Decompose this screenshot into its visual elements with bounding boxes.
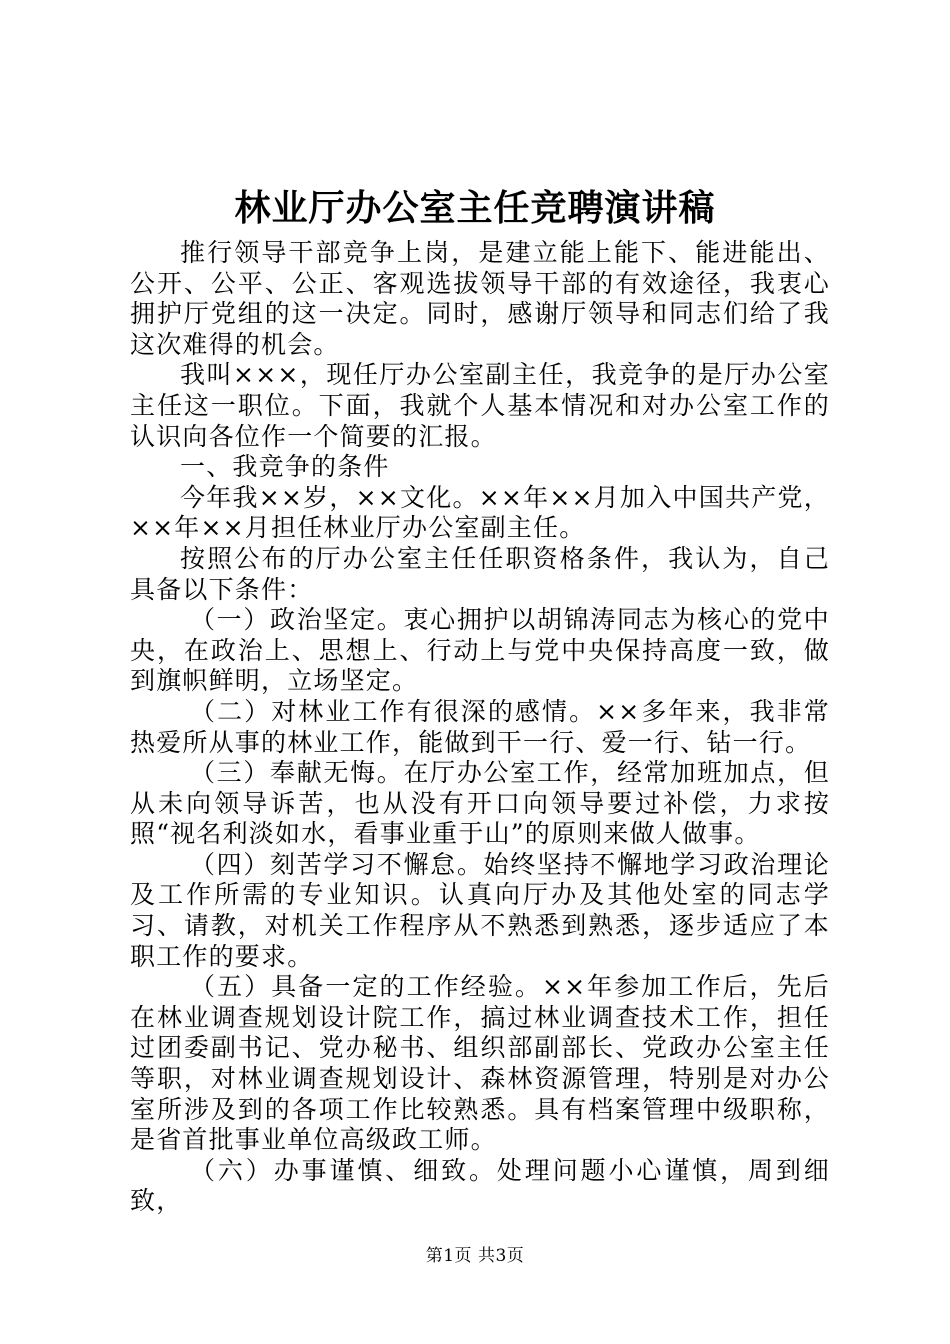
paragraph-intro: 推行领导干部竞争上岗，是建立能上能下、能进能出、公开、公平、公正、客观选拔领导干部的有效途径，我衷心拥护厅党组的这一决定。同时，感谢厅领导和同志们给了我这次难得的机会。: [130, 238, 830, 359]
paragraph-qualifications-intro: 按照公布的厅办公室主任任职资格条件，我认为，自己具备以下条件：: [130, 543, 830, 604]
paragraph-condition-1: （一）政治坚定。衷心拥护以胡锦涛同志为核心的党中央，在政治上、思想上、行动上与党中央保持高度一致，做到旗帜鲜明，立场坚定。: [130, 605, 830, 696]
section-heading-conditions: 一、我竞争的条件: [180, 452, 390, 482]
paragraph-condition-4: （四）刻苦学习不懈怠。始终坚持不懈地学习政治理论及工作所需的专业知识。认真向厅办及其他处室的同志学习、请教，对机关工作程序从不熟悉到熟悉，逐步适应了本职工作的要求。: [130, 849, 830, 971]
paragraph-condition-3: （三）奉献无悔。在厅办公室工作，经常加班加点，但从未向领导诉苦，也从没有开口向领导要过补偿，力求按照“视名利淡如水，看事业重于山”的原则来做人做事。: [130, 758, 830, 849]
document-title: 林业厅办公室主任竞聘演讲稿: [234, 187, 716, 229]
document-body: [130, 238, 830, 1217]
paragraph-condition-2: （二）对林业工作有很深的感情。××多年来，我非常热爱所从事的林业工作，能做到干一行、爱一行、钻一行。: [130, 696, 830, 757]
paragraph-self-introduction: 我叫×××，现任厅办公室副主任，我竞争的是厅办公室主任这一职位。下面，我就个人基本情况和对办公室工作的认识向各位作一个简要的汇报。: [130, 360, 830, 451]
paragraph-condition-6: （六）办事谨慎、细致。处理问题小心谨慎，周到细致，: [130, 1155, 830, 1216]
page-footer: 第1页 共3页: [425, 1246, 525, 1266]
paragraph-condition-5: （五）具备一定的工作经验。××年参加工作后，先后在林业调查规划设计院工作，搞过林业调查技术工作，担任过团委副书记、党办秘书、组织部副部长、党政办公室主任等职，对林业调查规划设计、森林资源管理，特别是对办公室所涉及到的各项工作比较熟悉。具有档案管理中级职称，是省首批事业单位高级政工师。: [130, 972, 830, 1155]
paragraph-basic-info: 今年我××岁，××文化。××年××月加入中国共产党，××年××月担任林业厅办公室副主任。: [130, 482, 830, 543]
